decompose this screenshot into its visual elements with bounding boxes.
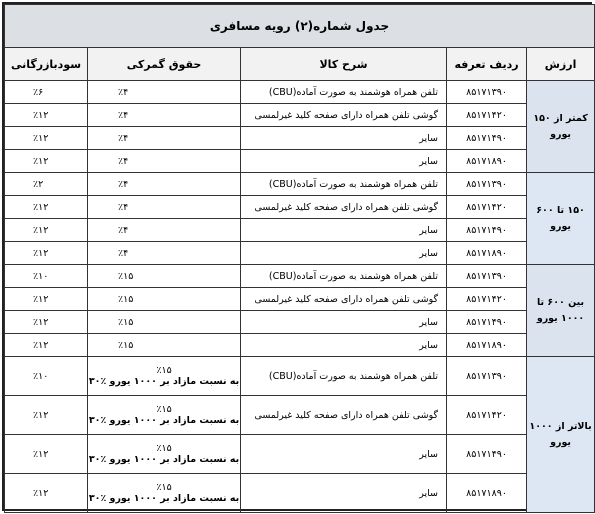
tariff-code-cell: ۸۵۱۷۱۳۹۰	[447, 173, 527, 196]
table-row	[5, 288, 595, 311]
commercial-profit-cell: ٪۱۲	[5, 196, 88, 219]
customs-duty-note: به نسبت مازاد بر ۱۰۰۰ یورو ٪۳۰	[88, 454, 240, 465]
customs-duty-cell: ٪۴	[88, 127, 241, 150]
table-row	[5, 219, 595, 242]
customs-duty-rate: ٪۱۵	[156, 482, 172, 493]
description-cell: تلفن همراه هوشمند به صورت آماده(CBU)	[241, 357, 447, 396]
customs-duty-note: به نسبت مازاد بر ۱۰۰۰ یورو ٪۳۰	[88, 376, 240, 387]
tariff-code-cell: ۸۵۱۷۱۴۹۰	[447, 435, 527, 474]
tariff-code-cell: ۸۵۱۷۱۴۲۰	[447, 396, 527, 435]
customs-duty-cell: ٪۱۵	[88, 334, 241, 357]
commercial-profit-cell: ٪۲	[5, 173, 88, 196]
tariff-code-cell: ۸۵۱۷۱۸۹۰	[447, 474, 527, 513]
description-cell: تلفن همراه هوشمند به صورت آماده(CBU)	[241, 173, 447, 196]
commercial-profit-cell: ٪۱۲	[5, 104, 88, 127]
table-body	[5, 81, 595, 513]
tariff-table	[4, 4, 595, 513]
value-range-cell: بالاتر از ۱۰۰۰ یورو	[527, 357, 595, 513]
tariff-code-cell: ۸۵۱۷۱۳۹۰	[447, 357, 527, 396]
customs-duty-cell: ٪۱۵	[88, 311, 241, 334]
header-value: ارزش	[527, 48, 595, 81]
commercial-profit-cell: ٪۱۲	[5, 334, 88, 357]
customs-duty-note: به نسبت مازاد بر ۱۰۰۰ یورو ٪۳۰	[88, 493, 240, 504]
commercial-profit-cell: ٪۱۲	[5, 127, 88, 150]
customs-duty-cell: ٪۴	[88, 173, 241, 196]
table-row	[5, 435, 595, 474]
customs-duty-rate: ٪۱۵	[156, 365, 172, 376]
commercial-profit-cell: ٪۱۲	[5, 288, 88, 311]
commercial-profit-cell: ٪۱۰	[5, 357, 88, 396]
table-row	[5, 242, 595, 265]
description-cell: سایر	[241, 127, 447, 150]
tariff-code-cell: ۸۵۱۷۱۴۹۰	[447, 219, 527, 242]
customs-duty-rate: ٪۱۵	[156, 404, 172, 415]
description-cell: گوشی تلفن همراه دارای صفحه کلید غیرلمسی	[241, 104, 447, 127]
description-cell: گوشی تلفن همراه دارای صفحه کلید غیرلمسی	[241, 288, 447, 311]
table-row	[5, 265, 595, 288]
table-row	[5, 334, 595, 357]
header-customs: حقوق گمرکی	[88, 48, 241, 81]
tariff-code-cell: ۸۵۱۷۱۳۹۰	[447, 265, 527, 288]
customs-duty-cell	[88, 357, 241, 396]
value-range-cell: کمتر از ۱۵۰ یورو	[527, 81, 595, 173]
commercial-profit-cell: ٪۱۲	[5, 311, 88, 334]
table-row	[5, 474, 595, 513]
table-title: جدول شماره(۲) رویه مسافری	[5, 5, 595, 48]
table-row	[5, 396, 595, 435]
header-tariff: ردیف تعرفه	[447, 48, 527, 81]
tariff-code-cell: ۸۵۱۷۱۳۹۰	[447, 81, 527, 104]
description-cell: گوشی تلفن همراه دارای صفحه کلید غیرلمسی	[241, 196, 447, 219]
customs-duty-cell: ٪۴	[88, 242, 241, 265]
table-row	[5, 81, 595, 104]
description-cell: سایر	[241, 435, 447, 474]
customs-duty-cell: ٪۱۵	[88, 265, 241, 288]
customs-duty-cell: ٪۴	[88, 81, 241, 104]
commercial-profit-cell: ٪۱۲	[5, 242, 88, 265]
description-cell: گوشی تلفن همراه دارای صفحه کلید غیرلمسی	[241, 396, 447, 435]
value-range-cell: بین ۶۰۰ تا ۱۰۰۰ یورو	[527, 265, 595, 357]
tariff-table-frame	[2, 2, 592, 511]
customs-duty-note: به نسبت مازاد بر ۱۰۰۰ یورو ٪۳۰	[88, 415, 240, 426]
value-range-cell: ۱۵۰ تا ۶۰۰ یورو	[527, 173, 595, 265]
commercial-profit-cell: ٪۶	[5, 81, 88, 104]
table-row	[5, 150, 595, 173]
commercial-profit-cell: ٪۱۲	[5, 219, 88, 242]
table-row	[5, 104, 595, 127]
table-row	[5, 173, 595, 196]
commercial-profit-cell: ٪۱۲	[5, 435, 88, 474]
description-cell: سایر	[241, 219, 447, 242]
header-description: شرح کالا	[241, 48, 447, 81]
table-row	[5, 311, 595, 334]
customs-duty-rate: ٪۱۵	[156, 443, 172, 454]
tariff-code-cell: ۸۵۱۷۱۴۲۰	[447, 196, 527, 219]
description-cell: تلفن همراه هوشمند به صورت آماده(CBU)	[241, 81, 447, 104]
customs-duty-cell	[88, 435, 241, 474]
description-cell: تلفن همراه هوشمند به صورت آماده(CBU)	[241, 265, 447, 288]
description-cell: سایر	[241, 474, 447, 513]
customs-duty-cell	[88, 474, 241, 513]
customs-duty-cell	[88, 396, 241, 435]
commercial-profit-cell: ٪۱۰	[5, 265, 88, 288]
description-cell: سایر	[241, 311, 447, 334]
commercial-profit-cell: ٪۱۲	[5, 150, 88, 173]
tariff-code-cell: ۸۵۱۷۱۸۹۰	[447, 150, 527, 173]
customs-duty-cell: ٪۴	[88, 104, 241, 127]
tariff-code-cell: ۸۵۱۷۱۸۹۰	[447, 334, 527, 357]
tariff-code-cell: ۸۵۱۷۱۸۹۰	[447, 242, 527, 265]
tariff-code-cell: ۸۵۱۷۱۴۹۰	[447, 127, 527, 150]
table-row	[5, 357, 595, 396]
customs-duty-cell: ٪۴	[88, 150, 241, 173]
table-row	[5, 196, 595, 219]
tariff-code-cell: ۸۵۱۷۱۴۹۰	[447, 311, 527, 334]
customs-duty-cell: ٪۴	[88, 196, 241, 219]
customs-duty-cell: ٪۱۵	[88, 288, 241, 311]
customs-duty-cell: ٪۴	[88, 219, 241, 242]
description-cell: سایر	[241, 242, 447, 265]
tariff-code-cell: ۸۵۱۷۱۴۲۰	[447, 288, 527, 311]
table-row	[5, 127, 595, 150]
commercial-profit-cell: ٪۱۲	[5, 474, 88, 513]
description-cell: سایر	[241, 334, 447, 357]
header-profit: سودبازرگانی	[5, 48, 88, 81]
tariff-code-cell: ۸۵۱۷۱۴۲۰	[447, 104, 527, 127]
description-cell: سایر	[241, 150, 447, 173]
commercial-profit-cell: ٪۱۲	[5, 396, 88, 435]
